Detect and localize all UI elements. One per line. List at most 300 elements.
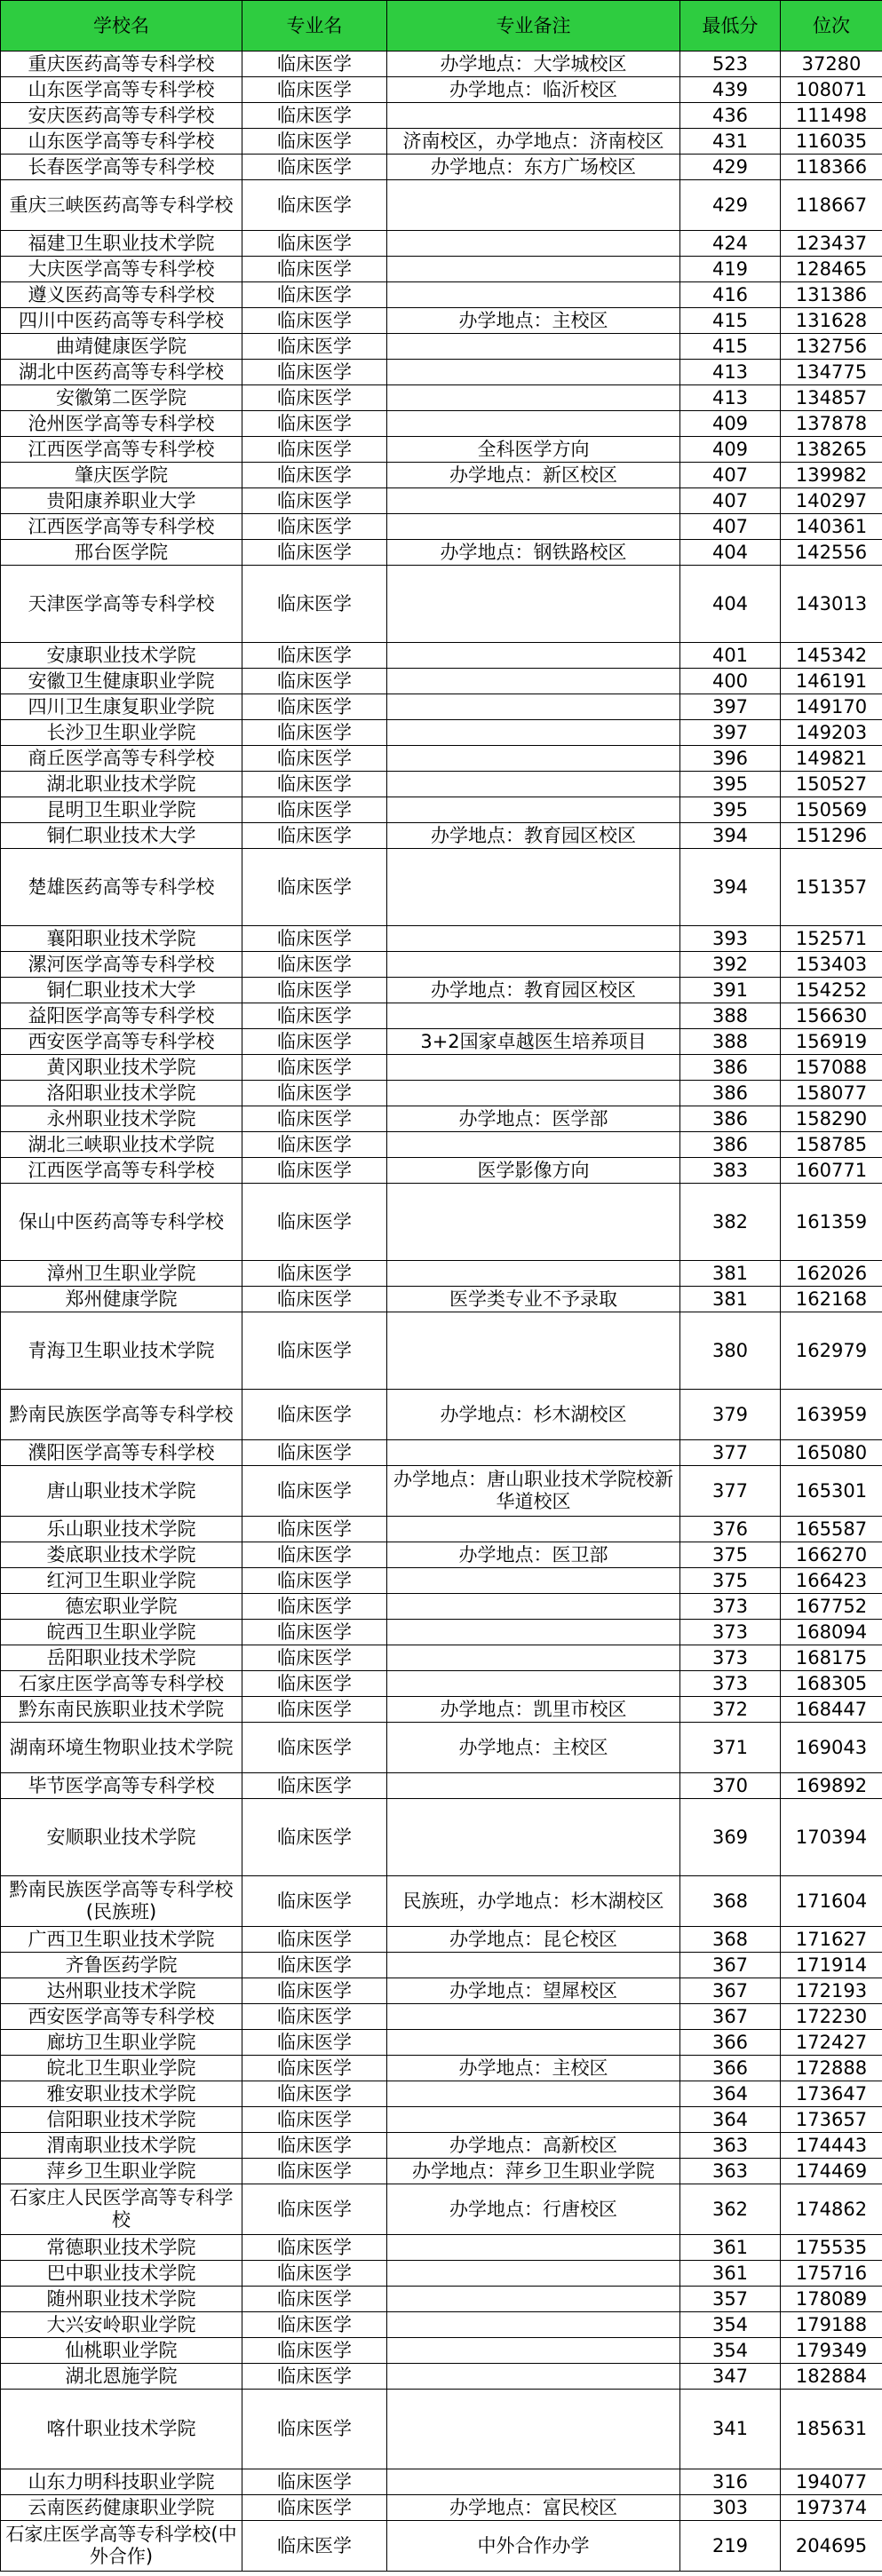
table-row [1, 1029, 882, 1055]
cell-school: 黔南民族医学高等专科学校(民族班) [1, 1876, 242, 1927]
cell-school: 岳阳职业技术学院 [1, 1645, 242, 1671]
header-major: 专业名 [242, 1, 387, 52]
cell-min-score: 373 [680, 1671, 781, 1697]
table-row [1, 1645, 882, 1671]
table-row [1, 1799, 882, 1876]
table-row [1, 2056, 882, 2081]
cell-school: 江西医学高等专科学校 [1, 1158, 242, 1184]
cell-min-score: 388 [680, 1003, 781, 1029]
cell-rank: 158290 [781, 1106, 882, 1132]
cell-min-score: 363 [680, 2133, 781, 2159]
cell-rank: 118366 [781, 155, 882, 180]
cell-rank: 128465 [781, 257, 882, 282]
cell-note [387, 669, 680, 694]
table-row [1, 1261, 882, 1287]
cell-min-score: 368 [680, 1876, 781, 1927]
cell-rank: 172230 [781, 2004, 882, 2030]
cell-rank: 37280 [781, 52, 882, 77]
cell-major: 临床医学 [242, 1081, 387, 1106]
cell-major: 临床医学 [242, 1723, 387, 1773]
table-row [1, 2312, 882, 2338]
cell-min-score: 431 [680, 129, 781, 155]
cell-major: 临床医学 [242, 334, 387, 360]
table-row [1, 2004, 882, 2030]
cell-min-score: 436 [680, 103, 781, 129]
cell-note [387, 334, 680, 360]
cell-rank: 137878 [781, 411, 882, 437]
cell-min-score: 407 [680, 514, 781, 540]
cell-rank: 149821 [781, 746, 882, 772]
cell-note: 办学地点：行唐校区 [387, 2184, 680, 2235]
cell-min-score: 364 [680, 2081, 781, 2107]
cell-note [387, 2081, 680, 2107]
table-row [1, 2521, 882, 2572]
cell-note [387, 2261, 680, 2287]
cell-rank: 134775 [781, 360, 882, 385]
cell-note: 办学地点：医卫部 [387, 1542, 680, 1568]
table-row [1, 282, 882, 308]
table-row [1, 463, 882, 488]
cell-min-score: 376 [680, 1517, 781, 1542]
cell-rank: 172193 [781, 1978, 882, 2004]
cell-major: 临床医学 [242, 1953, 387, 1978]
cell-school: 铜仁职业技术大学 [1, 823, 242, 849]
table-row [1, 694, 882, 720]
cell-school: 郑州健康学院 [1, 1287, 242, 1312]
cell-major: 临床医学 [242, 2056, 387, 2081]
table-row [1, 385, 882, 411]
cell-min-score: 419 [680, 257, 781, 282]
cell-rank: 166423 [781, 1568, 882, 1594]
cell-min-score: 367 [680, 1978, 781, 2004]
cell-school: 巴中职业技术学院 [1, 2261, 242, 2287]
cell-note: 办学地点：昆仑校区 [387, 1927, 680, 1953]
table-body [1, 52, 882, 2572]
cell-major: 临床医学 [242, 2107, 387, 2133]
cell-min-score: 361 [680, 2261, 781, 2287]
cell-rank: 140297 [781, 488, 882, 514]
cell-major: 临床医学 [242, 437, 387, 463]
table-row [1, 1158, 882, 1184]
cell-min-score: 364 [680, 2107, 781, 2133]
cell-note: 办学地点：教育园区校区 [387, 978, 680, 1003]
cell-note [387, 2364, 680, 2390]
cell-major: 临床医学 [242, 926, 387, 952]
cell-rank: 168175 [781, 1645, 882, 1671]
table-row [1, 2107, 882, 2133]
cell-note [387, 1620, 680, 1645]
cell-note [387, 952, 680, 978]
cell-major: 临床医学 [242, 463, 387, 488]
table-row [1, 2184, 882, 2235]
cell-note: 办学地点：高新校区 [387, 2133, 680, 2159]
cell-rank: 131628 [781, 308, 882, 334]
cell-note [387, 1055, 680, 1081]
table-row [1, 308, 882, 334]
cell-rank: 162026 [781, 1261, 882, 1287]
cell-major: 临床医学 [242, 2469, 387, 2495]
cell-major: 临床医学 [242, 103, 387, 129]
cell-school: 安康职业技术学院 [1, 643, 242, 669]
table-row [1, 1723, 882, 1773]
cell-min-score: 404 [680, 566, 781, 643]
cell-school: 江西医学高等专科学校 [1, 437, 242, 463]
cell-school: 随州职业技术学院 [1, 2287, 242, 2312]
cell-note: 全科医学方向 [387, 437, 680, 463]
cell-major: 临床医学 [242, 1517, 387, 1542]
cell-note [387, 1440, 680, 1466]
cell-school: 湖北三峡职业技术学院 [1, 1132, 242, 1158]
cell-major: 临床医学 [242, 1466, 387, 1517]
cell-note [387, 1003, 680, 1029]
cell-school: 永州职业技术学院 [1, 1106, 242, 1132]
table-row [1, 1132, 882, 1158]
table-row [1, 1697, 882, 1723]
cell-rank: 197374 [781, 2495, 882, 2521]
cell-note [387, 231, 680, 257]
cell-note [387, 772, 680, 797]
cell-note [387, 1081, 680, 1106]
cell-rank: 111498 [781, 103, 882, 129]
cell-min-score: 377 [680, 1466, 781, 1517]
cell-note [387, 2312, 680, 2338]
cell-school: 益阳医学高等专科学校 [1, 1003, 242, 1029]
cell-min-score: 424 [680, 231, 781, 257]
table-row [1, 2495, 882, 2521]
cell-school: 湖北中医药高等专科学校 [1, 360, 242, 385]
cell-min-score: 386 [680, 1106, 781, 1132]
cell-rank: 162979 [781, 1312, 882, 1390]
cell-rank: 172427 [781, 2030, 882, 2056]
cell-rank: 134857 [781, 385, 882, 411]
cell-note [387, 849, 680, 926]
cell-min-score: 386 [680, 1055, 781, 1081]
cell-school: 贵阳康养职业大学 [1, 488, 242, 514]
cell-note: 办学地点：杉木湖校区 [387, 1390, 680, 1440]
table-row [1, 2133, 882, 2159]
cell-note [387, 1953, 680, 1978]
cell-school: 安庆医药高等专科学校 [1, 103, 242, 129]
cell-major: 临床医学 [242, 411, 387, 437]
cell-note [387, 2390, 680, 2469]
cell-min-score: 429 [680, 155, 781, 180]
cell-school: 沧州医学高等专科学校 [1, 411, 242, 437]
cell-major: 临床医学 [242, 514, 387, 540]
cell-major: 临床医学 [242, 2081, 387, 2107]
cell-note [387, 385, 680, 411]
table-row [1, 2261, 882, 2287]
cell-rank: 118667 [781, 180, 882, 231]
cell-rank: 108071 [781, 77, 882, 103]
cell-school: 长春医学高等专科学校 [1, 155, 242, 180]
table-row [1, 849, 882, 926]
cell-min-score: 366 [680, 2056, 781, 2081]
cell-rank: 149170 [781, 694, 882, 720]
cell-min-score: 366 [680, 2030, 781, 2056]
cell-school: 大兴安岭职业学院 [1, 2312, 242, 2338]
cell-major: 临床医学 [242, 1003, 387, 1029]
cell-school: 重庆三峡医药高等专科学校 [1, 180, 242, 231]
cell-major: 临床医学 [242, 488, 387, 514]
table-row [1, 1466, 882, 1517]
table-row [1, 643, 882, 669]
cell-min-score: 413 [680, 385, 781, 411]
cell-rank: 179349 [781, 2338, 882, 2364]
cell-note: 办学地点：大学城校区 [387, 52, 680, 77]
cell-major: 临床医学 [242, 52, 387, 77]
cell-school: 乐山职业技术学院 [1, 1517, 242, 1542]
cell-rank: 165080 [781, 1440, 882, 1466]
cell-note: 办学地点：主校区 [387, 1723, 680, 1773]
table-row [1, 823, 882, 849]
cell-min-score: 397 [680, 694, 781, 720]
cell-note: 办学地点：主校区 [387, 308, 680, 334]
cell-min-score: 415 [680, 308, 781, 334]
cell-school: 保山中医药高等专科学校 [1, 1184, 242, 1261]
table-row [1, 1003, 882, 1029]
cell-note: 办学地点：医学部 [387, 1106, 680, 1132]
cell-min-score: 394 [680, 849, 781, 926]
cell-note [387, 411, 680, 437]
cell-min-score: 383 [680, 1158, 781, 1184]
cell-school: 常德职业技术学院 [1, 2235, 242, 2261]
cell-min-score: 407 [680, 463, 781, 488]
cell-school: 毕节医学高等专科学校 [1, 1773, 242, 1799]
cell-school: 黄冈职业技术学院 [1, 1055, 242, 1081]
cell-min-score: 372 [680, 1697, 781, 1723]
cell-rank: 140361 [781, 514, 882, 540]
cell-rank: 169892 [781, 1773, 882, 1799]
cell-major: 临床医学 [242, 952, 387, 978]
cell-rank: 174862 [781, 2184, 882, 2235]
cell-school: 濮阳医学高等专科学校 [1, 1440, 242, 1466]
table-row [1, 257, 882, 282]
cell-note [387, 1517, 680, 1542]
cell-major: 临床医学 [242, 155, 387, 180]
cell-rank: 165301 [781, 1466, 882, 1517]
cell-note: 医学类专业不予录取 [387, 1287, 680, 1312]
cell-school: 皖北卫生职业学院 [1, 2056, 242, 2081]
cell-min-score: 523 [680, 52, 781, 77]
cell-note: 办学地点：富民校区 [387, 2495, 680, 2521]
cell-rank: 168447 [781, 1697, 882, 1723]
cell-school: 萍乡卫生职业学院 [1, 2159, 242, 2184]
table-row [1, 566, 882, 643]
cell-rank: 161359 [781, 1184, 882, 1261]
cell-school: 喀什职业技术学院 [1, 2390, 242, 2469]
table-row [1, 334, 882, 360]
cell-note [387, 282, 680, 308]
cell-rank: 165587 [781, 1517, 882, 1542]
cell-major: 临床医学 [242, 2495, 387, 2521]
cell-school: 达州职业技术学院 [1, 1978, 242, 2004]
cell-min-score: 416 [680, 282, 781, 308]
cell-note [387, 2235, 680, 2261]
header-school: 学校名 [1, 1, 242, 52]
cell-min-score: 392 [680, 952, 781, 978]
cell-school: 湖北恩施学院 [1, 2364, 242, 2390]
cell-school: 大庆医学高等专科学校 [1, 257, 242, 282]
cell-school: 湖南环境生物职业技术学院 [1, 1723, 242, 1773]
cell-rank: 173657 [781, 2107, 882, 2133]
table-row [1, 2364, 882, 2390]
table-row [1, 2030, 882, 2056]
cell-note [387, 720, 680, 746]
cell-min-score: 409 [680, 411, 781, 437]
cell-major: 临床医学 [242, 2261, 387, 2287]
cell-rank: 145342 [781, 643, 882, 669]
cell-school: 广西卫生职业技术学院 [1, 1927, 242, 1953]
cell-min-score: 361 [680, 2235, 781, 2261]
table-row [1, 2159, 882, 2184]
cell-school: 江西医学高等专科学校 [1, 514, 242, 540]
cell-rank: 170394 [781, 1799, 882, 1876]
cell-min-score: 386 [680, 1132, 781, 1158]
cell-school: 长沙卫生职业学院 [1, 720, 242, 746]
cell-school: 襄阳职业技术学院 [1, 926, 242, 952]
cell-note [387, 1799, 680, 1876]
cell-major: 临床医学 [242, 1542, 387, 1568]
cell-school: 山东医学高等专科学校 [1, 77, 242, 103]
cell-rank: 151296 [781, 823, 882, 849]
cell-min-score: 373 [680, 1620, 781, 1645]
cell-major: 临床医学 [242, 746, 387, 772]
cell-major: 临床医学 [242, 77, 387, 103]
cell-note [387, 2287, 680, 2312]
cell-school: 唐山职业技术学院 [1, 1466, 242, 1517]
cell-major: 临床医学 [242, 2030, 387, 2056]
cell-rank: 173647 [781, 2081, 882, 2107]
cell-note [387, 103, 680, 129]
cell-school: 红河卫生职业学院 [1, 1568, 242, 1594]
table-row [1, 1773, 882, 1799]
cell-school: 肇庆医学院 [1, 463, 242, 488]
cell-min-score: 401 [680, 643, 781, 669]
cell-note [387, 514, 680, 540]
cell-school: 安顺职业技术学院 [1, 1799, 242, 1876]
cell-major: 临床医学 [242, 2390, 387, 2469]
cell-major: 临床医学 [242, 1927, 387, 1953]
cell-min-score: 394 [680, 823, 781, 849]
cell-school: 安徽第二医学院 [1, 385, 242, 411]
cell-min-score: 407 [680, 488, 781, 514]
cell-note [387, 1773, 680, 1799]
cell-major: 临床医学 [242, 308, 387, 334]
cell-min-score: 396 [680, 746, 781, 772]
cell-school: 漳州卫生职业学院 [1, 1261, 242, 1287]
cell-min-score: 429 [680, 180, 781, 231]
cell-major: 临床医学 [242, 823, 387, 849]
cell-rank: 154252 [781, 978, 882, 1003]
cell-school: 云南医药健康职业学院 [1, 2495, 242, 2521]
cell-rank: 168305 [781, 1671, 882, 1697]
cell-note: 医学影像方向 [387, 1158, 680, 1184]
cell-school: 齐鲁医药学院 [1, 1953, 242, 1978]
table-row [1, 669, 882, 694]
table-row [1, 52, 882, 77]
cell-school: 曲靖健康医学院 [1, 334, 242, 360]
cell-major: 临床医学 [242, 1440, 387, 1466]
cell-major: 临床医学 [242, 2235, 387, 2261]
cell-note [387, 2469, 680, 2495]
cell-note [387, 926, 680, 952]
cell-rank: 142556 [781, 540, 882, 566]
table-row [1, 1594, 882, 1620]
cell-note [387, 2030, 680, 2056]
cell-school: 洛阳职业技术学院 [1, 1081, 242, 1106]
cell-min-score: 347 [680, 2364, 781, 2390]
cell-note [387, 1594, 680, 1620]
table-row [1, 360, 882, 385]
cell-min-score: 341 [680, 2390, 781, 2469]
cell-major: 临床医学 [242, 385, 387, 411]
cell-school: 信阳职业技术学院 [1, 2107, 242, 2133]
cell-rank: 132756 [781, 334, 882, 360]
cell-min-score: 413 [680, 360, 781, 385]
cell-school: 娄底职业技术学院 [1, 1542, 242, 1568]
cell-major: 临床医学 [242, 2312, 387, 2338]
cell-school: 廊坊卫生职业学院 [1, 2030, 242, 2056]
cell-school: 石家庄医学高等专科学校(中外合作) [1, 2521, 242, 2572]
cell-major: 临床医学 [242, 2287, 387, 2312]
cell-school: 德宏职业学院 [1, 1594, 242, 1620]
cell-major: 临床医学 [242, 978, 387, 1003]
cell-note [387, 1261, 680, 1287]
header-min-score: 最低分 [680, 1, 781, 52]
cell-rank: 131386 [781, 282, 882, 308]
cell-min-score: 391 [680, 978, 781, 1003]
table-row [1, 1312, 882, 1390]
table-row [1, 2469, 882, 2495]
cell-rank: 163959 [781, 1390, 882, 1440]
cell-major: 临床医学 [242, 1594, 387, 1620]
cell-major: 临床医学 [242, 1287, 387, 1312]
cell-note [387, 643, 680, 669]
table-row [1, 488, 882, 514]
table-row [1, 952, 882, 978]
cell-major: 临床医学 [242, 180, 387, 231]
cell-school: 四川卫生康复职业学院 [1, 694, 242, 720]
cell-rank: 143013 [781, 566, 882, 643]
cell-note: 济南校区，办学地点：济南校区 [387, 129, 680, 155]
cell-note: 办学地点：萍乡卫生职业学院 [387, 2159, 680, 2184]
cell-school: 湖北职业技术学院 [1, 772, 242, 797]
cell-note [387, 566, 680, 643]
cell-school: 昆明卫生职业学院 [1, 797, 242, 823]
cell-rank: 171627 [781, 1927, 882, 1953]
table-row [1, 1620, 882, 1645]
table-row [1, 540, 882, 566]
cell-note: 办学地点：凯里市校区 [387, 1697, 680, 1723]
cell-rank: 149203 [781, 720, 882, 746]
cell-rank: 138265 [781, 437, 882, 463]
cell-min-score: 368 [680, 1927, 781, 1953]
cell-school: 楚雄医药高等专科学校 [1, 849, 242, 926]
cell-rank: 185631 [781, 2390, 882, 2469]
cell-major: 临床医学 [242, 1312, 387, 1390]
table-row [1, 1927, 882, 1953]
cell-school: 安徽卫生健康职业学院 [1, 669, 242, 694]
cell-min-score: 369 [680, 1799, 781, 1876]
cell-min-score: 397 [680, 720, 781, 746]
cell-min-score: 375 [680, 1542, 781, 1568]
cell-rank: 204695 [781, 2521, 882, 2572]
cell-school: 天津医学高等专科学校 [1, 566, 242, 643]
table-row [1, 1876, 882, 1927]
table-row [1, 797, 882, 823]
cell-rank: 157088 [781, 1055, 882, 1081]
table-row [1, 129, 882, 155]
